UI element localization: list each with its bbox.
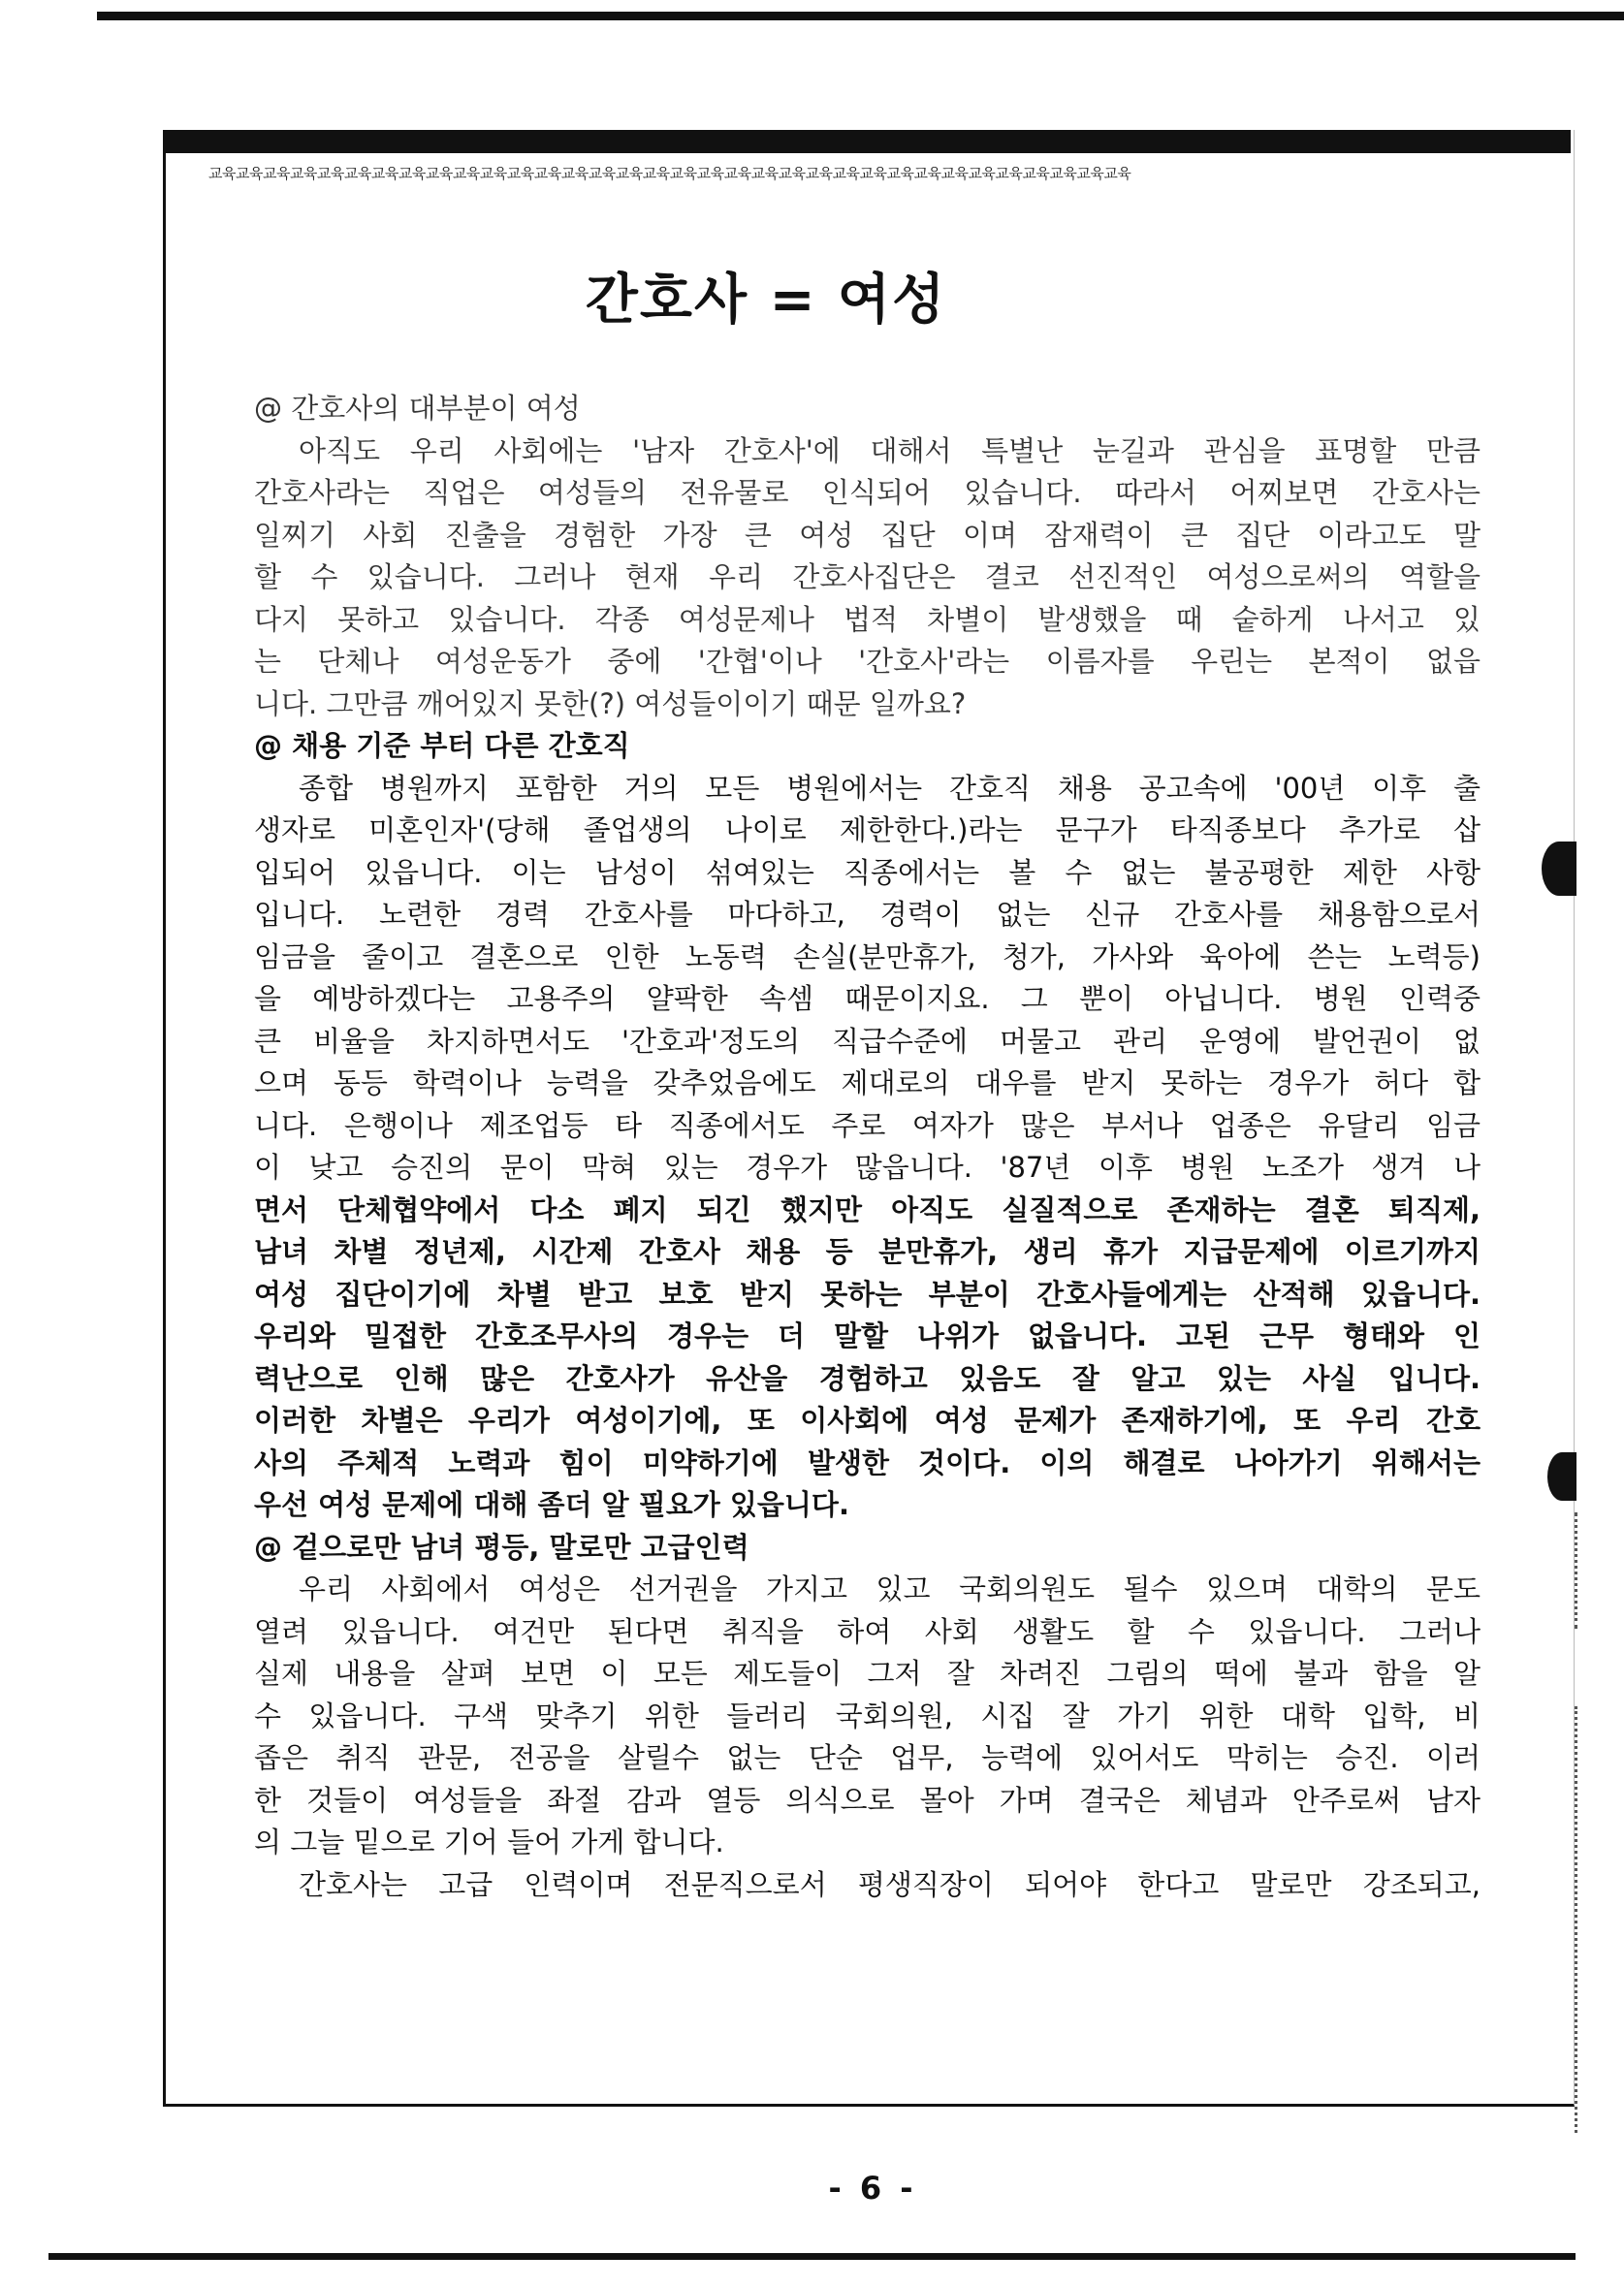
page-title: 간호사 = 여성 — [585, 269, 947, 332]
text-line: 우선 여성 문제에 대해 좀더 알 필요가 있읍니다. — [254, 1488, 849, 1521]
text-line: 으며 동등 학력이나 능력을 갖추었음에도 제대로의 대우를 받지 못하는 경우가 허다 합 — [254, 1066, 1481, 1099]
section-heading: @ 간호사의 대부분이 여성 — [254, 392, 581, 425]
body-text — [254, 388, 1481, 1906]
scan-blot — [1542, 842, 1576, 896]
text-line: 입니다. 노련한 경력 간호사를 마다하고, 경력이 없는 신규 간호사를 채용함으로서 — [254, 898, 1481, 931]
text-line: 한 것들이 여성들을 좌절 감과 열등 의식으로 몰아 가며 결국은 체념과 안주로써 남자 — [254, 1783, 1481, 1817]
text-line: 면서 단체협약에서 다소 폐지 되긴 했지만 아직도 실질적으로 존재하는 결혼 퇴직제, — [254, 1192, 1481, 1226]
text-line: 남녀 차별 정년제, 시간제 간호사 채용 등 분만휴가, 생리 휴가 지급문제에 이르기까지 — [254, 1235, 1481, 1268]
text-line: 열려 있읍니다. 여건만 된다면 취직을 하여 사회 생활도 할 수 있읍니다. 그러나 — [254, 1614, 1481, 1648]
text-line: 아직도 우리 사회에는 '남자 간호사'에 대해서 특별난 눈길과 관심을 표명할 만큼 — [299, 433, 1481, 467]
scan-margin-dots — [1575, 1706, 1579, 2133]
text-line: 여성 집단이기에 차별 받고 보호 받지 못하는 부분이 간호사들에게는 산적해 있읍니다. — [254, 1277, 1481, 1311]
text-line: 큰 비율을 차지하면서도 '간호과'정도의 직급수준에 머물고 관리 운영에 발언권이 없 — [254, 1024, 1481, 1058]
text-line: 간호사는 고급 인력이며 전문직으로서 평생직장이 되어야 한다고 말로만 강조되고, — [299, 1867, 1481, 1901]
text-line: 력난으로 인해 많은 간호사가 유산을 경험하고 있음도 잘 알고 있는 사실 입니다. — [254, 1361, 1481, 1395]
text-line: 이러한 차별은 우리가 여성이기에, 또 이사회에 여성 문제가 존재하기에, 또 우리 간호 — [254, 1404, 1481, 1437]
text-line: 우리 사회에서 여성은 선거권을 가지고 있고 국회의원도 될수 있으며 대학의 문도 — [299, 1572, 1481, 1605]
header-pattern: 교육교육교육교육교육교육교육교육교육교육교육교육교육교육교육교육교육교육교육교육교육교육교육교육교육교육교육교육교육교육교육교육교육교육 — [208, 165, 1131, 182]
section-heading: @ 겉으로만 남녀 평등, 말로만 고급인력 — [254, 1530, 749, 1564]
bottom-rule — [48, 2253, 1576, 2260]
scan-margin-dots — [1575, 1512, 1579, 1629]
text-line: 일찌기 사회 진출을 경험한 가장 큰 여성 집단 이며 잠재력이 큰 집단 이라고도 말 — [254, 518, 1481, 552]
section-heading: @ 채용 기준 부터 다른 간호직 — [254, 729, 630, 762]
text-line: 사의 주체적 노력과 힘이 미약하기에 발생한 것이다. 이의 해결로 나아가기 위해서는 — [254, 1445, 1481, 1479]
text-line: 임금을 줄이고 결혼으로 인한 노동력 손실(분만휴가, 청가, 가사와 육아에 쓴는 노력등) — [254, 939, 1481, 973]
text-line: 는 단체나 여성운동가 중에 '간협'이나 '간호사'라는 이름자를 우린는 본적이 없읍 — [254, 645, 1481, 678]
text-line: 할 수 있습니다. 그러나 현재 우리 간호사집단은 결코 선진적인 여성으로써의 역할을 — [254, 560, 1481, 593]
text-line: 을 예방하겠다는 고용주의 얄팍한 속셈 때문이지요. 그 뿐이 아닙니다. 병원 인력중 — [254, 982, 1481, 1015]
text-line: 니다. 그만큼 깨어있지 못한(?) 여성들이이기 때문 일까요? — [254, 686, 967, 720]
text-line: 수 있읍니다. 구색 맞추기 위한 들러리 국회의원, 시집 잘 가기 위한 대학 입학, 비 — [254, 1699, 1481, 1732]
text-line: 니다. 은행이나 제조업등 타 직종에서도 주로 여자가 많은 부서나 업종은 유달리 임금 — [254, 1108, 1481, 1142]
text-line: 간호사라는 직업은 여성들의 전유물로 인식되어 있습니다. 따라서 어찌보면 간호사는 — [254, 476, 1481, 509]
text-line: 이 낮고 승진의 문이 막혀 있는 경우가 많읍니다. '87년 이후 병원 노조가 생겨 나 — [254, 1151, 1481, 1184]
page-number: - 6 - — [828, 2170, 917, 2207]
text-line: 종합 병원까지 포함한 거의 모든 병원에서는 간호직 채용 공고속에 '00년 이후 출 — [299, 771, 1481, 805]
scan-blot — [1547, 1452, 1576, 1501]
text-line: 생자로 미혼인자'(당해 졸업생의 나이로 제한한다.)라는 문구가 타직종보다 추가로 삽 — [254, 813, 1481, 846]
text-line: 실제 내용을 살펴 보면 이 모든 제도들이 그저 잘 차려진 그림의 떡에 불과 함을 알 — [254, 1657, 1481, 1690]
text-line: 다지 못하고 있습니다. 각종 여성문제나 법적 차별이 발생했을 때 숱하게 나서고 있 — [254, 602, 1481, 636]
text-line: 우리와 밀접한 간호조무사의 경우는 더 말할 나위가 없읍니다. 고된 근무 형태와 인 — [254, 1319, 1481, 1352]
top-rule — [97, 12, 1624, 20]
text-line: 입되어 있읍니다. 이는 남성이 섞여있는 직종에서는 볼 수 없는 불공평한 제한 사항 — [254, 855, 1481, 889]
text-line: 좁은 취직 관문, 전공을 살릴수 없는 단순 업무, 능력에 있어서도 막히는 승진. 이러 — [254, 1741, 1481, 1774]
header-band — [163, 130, 1571, 153]
text-line: 의 그늘 밑으로 기어 들어 가게 합니다. — [254, 1826, 724, 1858]
